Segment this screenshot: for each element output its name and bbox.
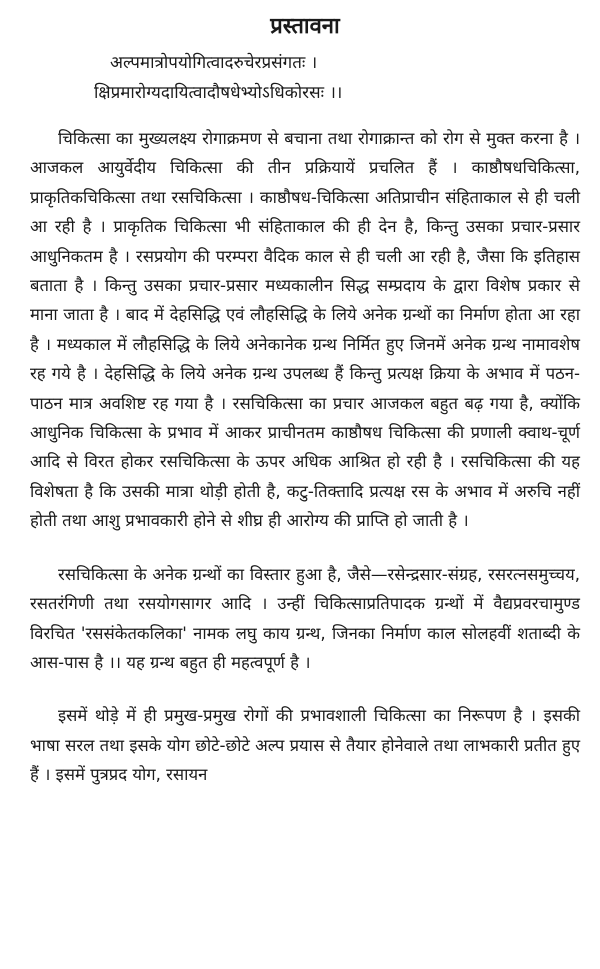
page-title: प्रस्तावना [270,14,340,39]
shloka-line-2: क्षिप्रमारोग्यदायित्वादौषधेभ्योऽधिकोरसः ।। [94,83,343,103]
shloka-line-1: अल्पमात्रोपयोगित्वादरुचेरप्रसंगतः । [110,53,318,73]
paragraph-2: रसचिकित्सा के अनेक ग्रन्थों का विस्तार हुआ है, जैसे—रसेन्द्रसार-संग्रह, रसरत्नसमुच्चय, रसतरंगिणी तथा रसयोगसागर आदि । उन्हीं चिकित्साप्रतिपादक ग्रन्थों में वैद्यप्रवरचामुण्ड विरचित 'रससंकेतकलिका' नामक लघु काय ग्रन्थ, जिनका निर्माण काल सोलहवीं शताब्दी के आस-पास है ।। यह ग्रन्थ बहुत ही महत्वपूर्ण है । [30,564,580,672]
paragraph-3: इसमें थोड़े में ही प्रमुख-प्रमुख रोगों की प्रभावशाली चिकित्सा का निरूपण है । इसकी भाषा सरल तथा इसके योग छोटे-छोटे अल्प प्रयास से तैयार होनेवाले तथा लाभकारी प्रतीत हुए हैं । इसमें पुत्रप्रद योग, रसायन [30,706,580,785]
paragraph-1: चिकित्सा का मुख्यलक्ष्य रोगाक्रमण से बचाना तथा रोगाक्रान्त को रोग से मुक्त करना है । आजकल आयुर्वेदीय चिकित्सा की तीन प्रक्रियायें प्रचलित हैं । काष्ठौषधचिकित्सा, प्राकृतिकचिकित्सा तथा रसचिकित्सा । काष्ठौषध-चिकित्सा अतिप्राचीन संहिताकाल से ही चली आ रही है । प्राकृतिक चिकित्सा भी संहिताकाल की ही देन है, किन्तु उसका प्रचार-प्रसार आधुनिकतम है । रसप्रयोग की परम्परा वैदिक काल से ही चली आ रही है, जैसा कि इतिहास बताता है । किन्तु उसका प्रचार-प्रसार मध्यकालीन सिद्ध सम्प्रदाय के द्वारा विशेष प्रकार से माना जाता है । बाद में देहसिद्धि एवं लौहसिद्धि के लिये अनेक ग्रन्थों का निर्माण होता आ रहा है । मध्यकाल में लौहसिद्धि के लिये अनेकानेक ग्रन्थ निर्मित हुए जिनमें अनेक ग्रन्थ नामावशेष रह गये है । देहसिद्धि के लिये अनेक ग्रन्थ उपलब्ध हैं किन्तु प्रत्यक्ष क्रिया के अभाव में पठन-पाठन मात्र अवशिष्ट रह गया है । रसचिकित्सा का प्रचार आजकल बहुत बढ़ गया है, क्योंकि आधुनिक चिकित्सा के प्रभाव में आकर प्राचीनतम काष्ठौषध चिकित्सा की प्रणाली क्वाथ-चूर्ण आदि से विरत होकर रसचिकित्सा के ऊपर अधिक आश्रित हो रही है । रसचिकित्सा की यह विशेषता है कि उसकी मात्रा थोड़ी होती है, कटु-तिक्तादि प्रत्यक्ष रस के अभाव में अरुचि नहीं होती तथा आशु प्रभावकारी होने से शीघ्र ही आरोग्य की प्राप्ति हो जाती है । [30,129,580,531]
shloka-verse [30,48,580,108]
